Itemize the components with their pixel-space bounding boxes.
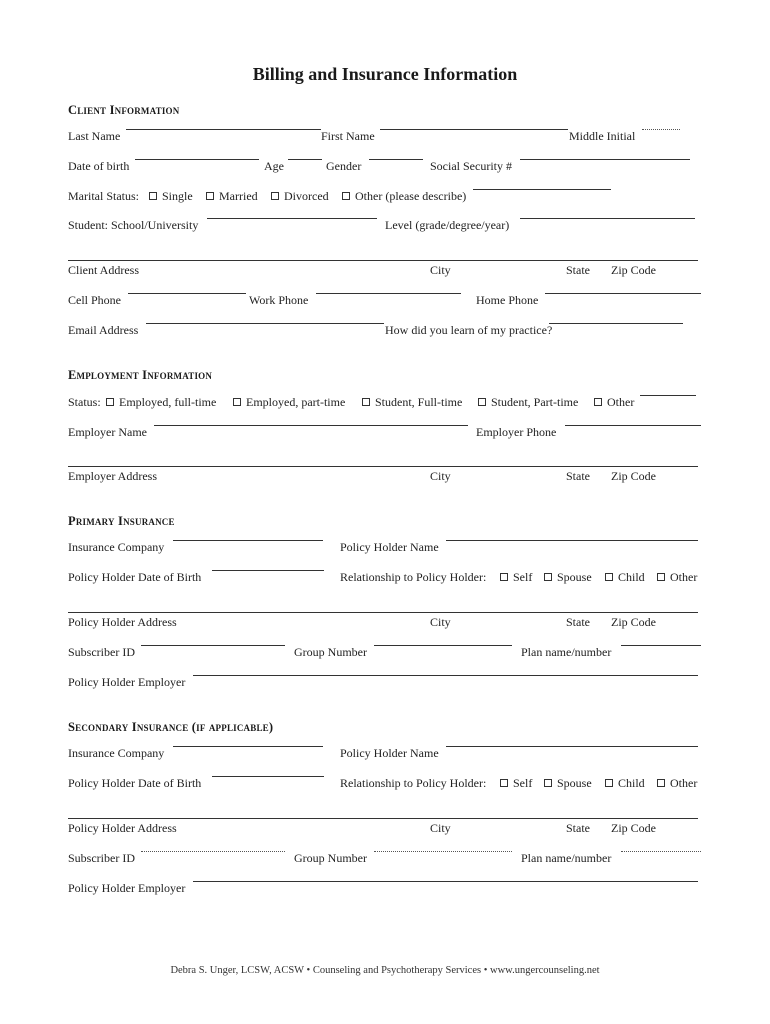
secondary-employer-field[interactable]	[193, 881, 698, 882]
secondary-holder-dob-field[interactable]	[212, 776, 324, 777]
row-primary-dob	[68, 570, 702, 586]
checkbox-primary-spouse[interactable]	[544, 573, 552, 581]
home-phone-field[interactable]	[545, 293, 701, 294]
primary-holder-address-line[interactable]	[68, 612, 698, 613]
row-secondary-dob	[68, 776, 702, 792]
home-phone-label: Home Phone	[476, 293, 539, 307]
client-city-label: City	[430, 263, 451, 277]
employer-state-label: State	[566, 469, 590, 483]
secondary-rel-child-option[interactable]: Child	[605, 776, 645, 791]
primary-plan-field[interactable]	[621, 645, 701, 646]
checkbox-primary-other[interactable]	[657, 573, 665, 581]
marital-other-option[interactable]: Other (please describe)	[342, 189, 466, 204]
row-primary-company	[68, 540, 702, 556]
secondary-insurance-heading: Secondary Insurance (if applicable)	[68, 720, 274, 734]
level-field[interactable]	[520, 218, 695, 219]
row-secondary-employer	[68, 881, 702, 897]
secondary-rel-self-option[interactable]: Self	[500, 776, 532, 791]
primary-group-label: Group Number	[294, 645, 367, 659]
student-label: Student: School/University	[68, 218, 199, 232]
marital-married-option[interactable]: Married	[206, 189, 258, 204]
primary-subscriber-field[interactable]	[141, 645, 285, 646]
primary-rel-spouse-option[interactable]: Spouse	[544, 570, 592, 585]
employer-city-label: City	[430, 469, 451, 483]
learn-label: How did you learn of my practice?	[385, 323, 553, 337]
marital-other-field[interactable]	[473, 189, 611, 190]
client-address-label: Client Address	[68, 263, 139, 277]
row-email	[68, 323, 702, 339]
primary-rel-other-option[interactable]: Other	[657, 570, 697, 585]
primary-insurance-heading: Primary Insurance	[68, 514, 175, 528]
employer-phone-field[interactable]	[565, 425, 701, 426]
row-secondary-address	[68, 821, 702, 837]
age-label: Age	[264, 159, 284, 173]
secondary-subscriber-field[interactable]	[141, 851, 285, 852]
primary-relationship-label: Relationship to Policy Holder:	[340, 570, 487, 584]
gender-field[interactable]	[369, 159, 423, 160]
checkbox-status-other[interactable]	[594, 398, 602, 406]
row-name	[68, 129, 702, 145]
row-marital	[68, 189, 702, 205]
status-employed-parttime-option[interactable]: Employed, part-time	[233, 395, 345, 410]
row-primary-address	[68, 615, 702, 631]
row-employer	[68, 425, 702, 441]
secondary-holder-address-line[interactable]	[68, 818, 698, 819]
primary-zip-label: Zip Code	[611, 615, 656, 629]
work-phone-field[interactable]	[316, 293, 461, 294]
checkbox-secondary-child[interactable]	[605, 779, 613, 787]
level-label: Level (grade/degree/year)	[385, 218, 510, 232]
status-other-field[interactable]	[640, 395, 696, 396]
checkbox-secondary-self[interactable]	[500, 779, 508, 787]
status-student-parttime-option[interactable]: Student, Part-time	[478, 395, 578, 410]
row-dob	[68, 159, 702, 175]
primary-rel-self-option[interactable]: Self	[500, 570, 532, 585]
checkbox-employed-parttime[interactable]	[233, 398, 241, 406]
row-client-address	[68, 263, 702, 279]
client-info-heading: Client Information	[68, 103, 180, 117]
client-zip-label: Zip Code	[611, 263, 656, 277]
page-title: Billing and Insurance Information	[252, 64, 518, 84]
last-name-field[interactable]	[126, 129, 321, 130]
primary-subscriber-label: Subscriber ID	[68, 645, 135, 659]
dob-label: Date of birth	[68, 159, 130, 173]
employment-status-label: Status:	[68, 395, 101, 409]
secondary-holder-name-field[interactable]	[446, 746, 698, 747]
primary-holder-name-field[interactable]	[446, 540, 698, 541]
primary-employer-label: Policy Holder Employer	[68, 675, 186, 689]
cell-phone-field[interactable]	[128, 293, 246, 294]
status-other-option[interactable]: Other	[594, 395, 634, 410]
row-primary-employer	[68, 675, 702, 691]
checkbox-primary-self[interactable]	[500, 573, 508, 581]
age-field[interactable]	[288, 159, 322, 160]
secondary-group-label: Group Number	[294, 851, 367, 865]
page-footer: Debra S. Unger, LCSW, ACSW • Counseling and Psychotherapy Services • www.ungercounseling.net	[170, 965, 600, 976]
secondary-plan-label: Plan name/number	[521, 851, 612, 865]
checkbox-employed-fulltime[interactable]	[106, 398, 114, 406]
employer-phone-label: Employer Phone	[476, 425, 557, 439]
secondary-zip-label: Zip Code	[611, 821, 656, 835]
client-address-line[interactable]	[68, 260, 698, 261]
secondary-holder-dob-label: Policy Holder Date of Birth	[68, 776, 202, 790]
checkbox-married[interactable]	[206, 192, 214, 200]
primary-rel-child-option[interactable]: Child	[605, 570, 645, 585]
work-phone-label: Work Phone	[249, 293, 309, 307]
primary-company-label: Insurance Company	[68, 540, 165, 554]
primary-employer-field[interactable]	[193, 675, 698, 676]
primary-holder-dob-label: Policy Holder Date of Birth	[68, 570, 202, 584]
secondary-employer-label: Policy Holder Employer	[68, 881, 186, 895]
row-secondary-company	[68, 746, 702, 762]
cell-phone-label: Cell Phone	[68, 293, 121, 307]
employer-address-line[interactable]	[68, 466, 698, 467]
primary-city-label: City	[430, 615, 451, 629]
primary-state-label: State	[566, 615, 590, 629]
ssn-field[interactable]	[520, 159, 690, 160]
checkbox-divorced[interactable]	[271, 192, 279, 200]
row-secondary-ids	[68, 851, 702, 867]
secondary-rel-other-option[interactable]: Other	[657, 776, 697, 791]
gender-label: Gender	[326, 159, 362, 173]
student-field[interactable]	[207, 218, 377, 219]
row-primary-ids	[68, 645, 702, 661]
employer-name-field[interactable]	[154, 425, 468, 426]
row-employer-address	[68, 469, 702, 485]
row-employment-status	[68, 395, 702, 411]
secondary-holder-name-label: Policy Holder Name	[340, 746, 439, 760]
checkbox-primary-child[interactable]	[605, 573, 613, 581]
secondary-state-label: State	[566, 821, 590, 835]
first-name-field[interactable]	[380, 129, 568, 130]
primary-holder-address-label: Policy Holder Address	[68, 615, 177, 629]
primary-holder-dob-field[interactable]	[212, 570, 324, 571]
secondary-group-field[interactable]	[374, 851, 512, 852]
secondary-city-label: City	[430, 821, 451, 835]
marital-status-label: Marital Status:	[68, 189, 139, 203]
secondary-rel-spouse-option[interactable]: Spouse	[544, 776, 592, 791]
checkbox-student-parttime[interactable]	[478, 398, 486, 406]
primary-group-field[interactable]	[374, 645, 512, 646]
marital-divorced-option[interactable]: Divorced	[271, 189, 329, 204]
primary-company-field[interactable]	[173, 540, 323, 541]
checkbox-secondary-spouse[interactable]	[544, 779, 552, 787]
middle-initial-label: Middle Initial	[569, 129, 636, 143]
secondary-company-field[interactable]	[173, 746, 323, 747]
secondary-plan-field[interactable]	[621, 851, 701, 852]
ssn-label: Social Security #	[430, 159, 512, 173]
secondary-subscriber-label: Subscriber ID	[68, 851, 135, 865]
learn-field[interactable]	[549, 323, 683, 324]
middle-initial-field[interactable]	[642, 129, 680, 130]
status-employed-fulltime-option[interactable]: Employed, full-time	[106, 395, 216, 410]
checkbox-other[interactable]	[342, 192, 350, 200]
dob-field[interactable]	[135, 159, 259, 160]
last-name-label: Last Name	[68, 129, 121, 143]
email-label: Email Address	[68, 323, 139, 337]
secondary-holder-address-label: Policy Holder Address	[68, 821, 177, 835]
status-student-fulltime-option[interactable]: Student, Full-time	[362, 395, 462, 410]
row-phones	[68, 293, 702, 309]
employer-address-label: Employer Address	[68, 469, 157, 483]
marital-single-option[interactable]: Single	[149, 189, 193, 204]
employment-info-heading: Employment Information	[68, 368, 213, 382]
employer-zip-label: Zip Code	[611, 469, 656, 483]
first-name-label: First Name	[321, 129, 375, 143]
primary-plan-label: Plan name/number	[521, 645, 612, 659]
secondary-company-label: Insurance Company	[68, 746, 165, 760]
primary-holder-name-label: Policy Holder Name	[340, 540, 439, 554]
checkbox-student-fulltime[interactable]	[362, 398, 370, 406]
row-student	[68, 218, 702, 234]
employer-name-label: Employer Name	[68, 425, 147, 439]
client-state-label: State	[566, 263, 590, 277]
checkbox-single[interactable]	[149, 192, 157, 200]
email-field[interactable]	[146, 323, 384, 324]
secondary-relationship-label: Relationship to Policy Holder:	[340, 776, 487, 790]
checkbox-secondary-other[interactable]	[657, 779, 665, 787]
